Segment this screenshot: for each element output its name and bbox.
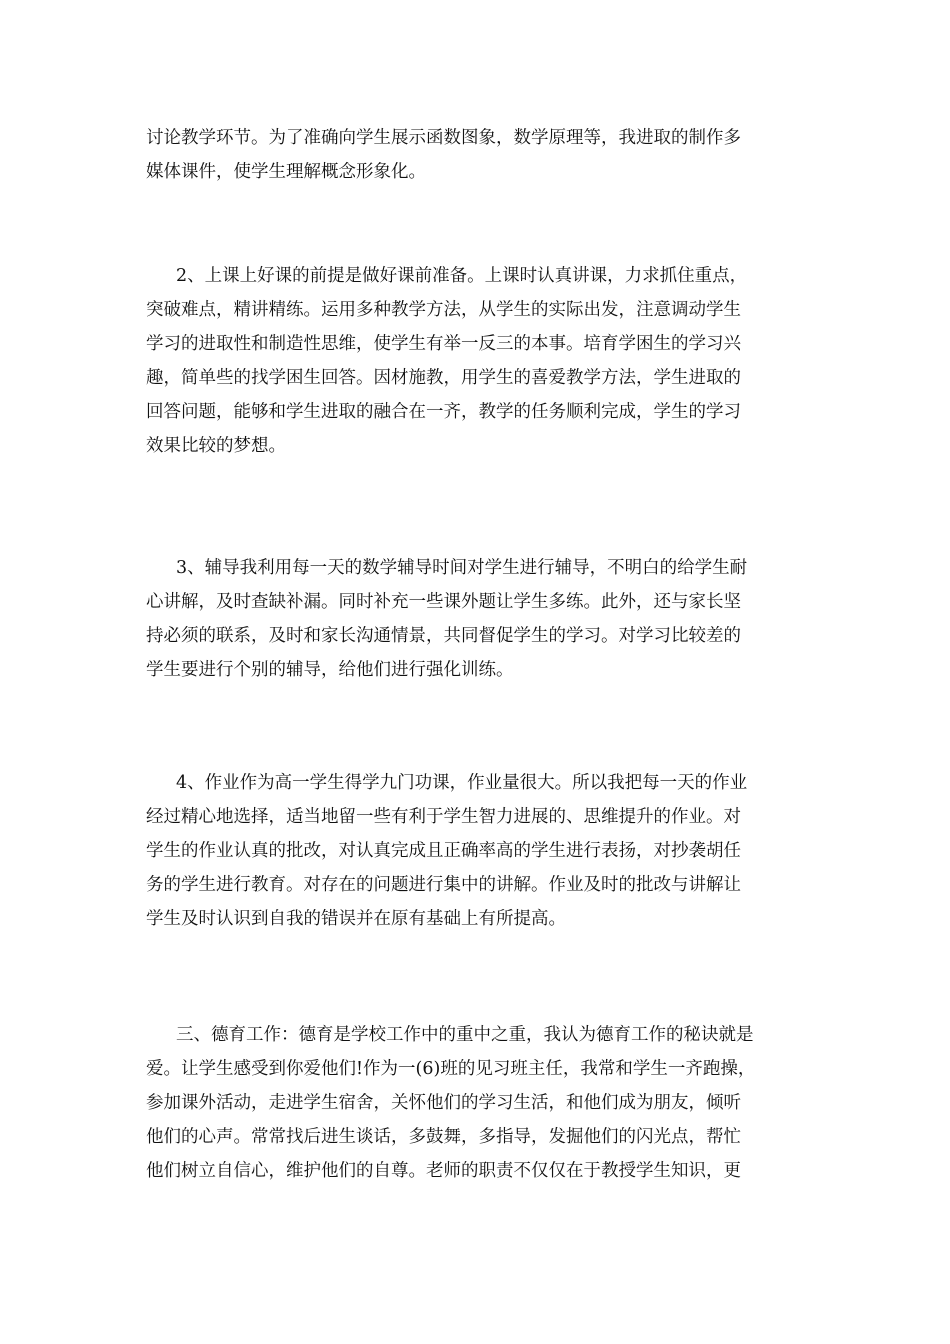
text-line: 效果比较的梦想。 [146,436,286,456]
text-line: 爱。让学生感受到你爱他们!作为一(6)班的见习班主任，我常和学生一齐跑操， [146,1059,756,1079]
text-line: 学生的作业认真的批改，对认真完成且正确率高的学生进行表扬，对抄袭胡任 [146,841,741,861]
text-line: 他们的心声。常常找后进生谈话，多鼓舞，多指导，发掘他们的闪光点，帮忙 [146,1127,741,1147]
text-line: 持必须的联系，及时和家长沟通情景，共同督促学生的学习。对学习比较差的 [146,626,741,646]
text-line: 心讲解，及时查缺补漏。同时补充一些课外题让学生多练。此外，还与家长坚 [146,592,741,612]
paragraph-moral-education [146,1018,806,1188]
text-line: 参加课外活动，走进学生宿舍，关怀他们的学习生活，和他们成为朋友，倾听 [146,1093,741,1113]
text-line: 突破难点，精讲精练。运用多种教学方法，从学生的实际出发，注意调动学生 [146,300,741,320]
paragraph-teaching-discussion [146,121,806,189]
paragraph-class-preparation [146,259,806,463]
text-line: 学习的进取性和制造性思维，使学生有举一反三的本事。培育学困生的学习兴 [146,334,741,354]
paragraph-homework [146,766,806,936]
text-line: 趣，简单些的找学困生回答。因材施教，用学生的喜爱教学方法，学生进取的 [146,368,741,388]
text-line: 学生要进行个别的辅导，给他们进行强化训练。 [146,660,514,680]
text-line: 务的学生进行教育。对存在的问题进行集中的讲解。作业及时的批改与讲解让 [146,875,741,895]
text-line: 回答问题，能够和学生进取的融合在一齐，教学的任务顺利完成，学生的学习 [146,402,741,422]
text-line: 2、上课上好课的前提是做好课前准备。上课时认真讲课，力求抓住重点， [176,266,748,286]
text-line: 3、辅导我利用每一天的数学辅导时间对学生进行辅导，不明白的给学生耐 [176,558,748,578]
text-line: 讨论教学环节。为了准确向学生展示函数图象，数学原理等，我进取的制作多 [146,128,741,148]
paragraph-tutoring [146,551,806,687]
text-line: 经过精心地选择，适当地留一些有利于学生智力进展的、思维提升的作业。对 [146,807,741,827]
text-line: 媒体课件，使学生理解概念形象化。 [146,162,426,182]
text-line: 4、作业作为高一学生得学九门功课，作业量很大。所以我把每一天的作业 [176,773,748,793]
text-line: 三、德育工作：德育是学校工作中的重中之重，我认为德育工作的秘诀就是 [176,1025,754,1045]
text-line: 学生及时认识到自我的错误并在原有基础上有所提高。 [146,909,566,929]
text-line: 他们树立自信心，维护他们的自尊。老师的职责不仅仅在于教授学生知识，更 [146,1161,741,1181]
